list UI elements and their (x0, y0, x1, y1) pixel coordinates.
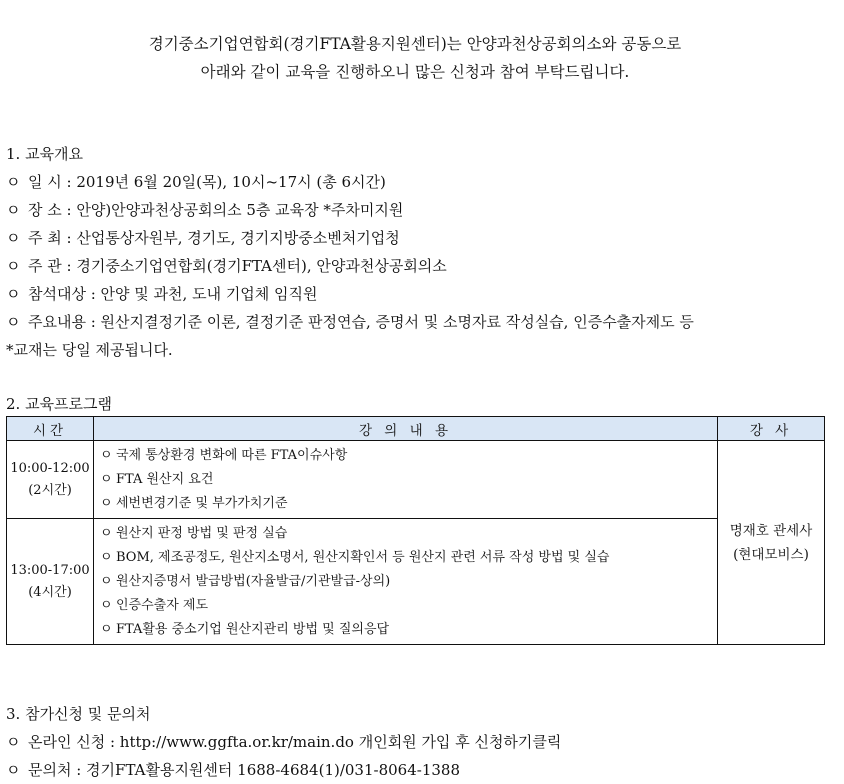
overview-heading: 1. 교육개요 (6, 145, 84, 163)
list-item: ㅇ FTA활용 중소기업 원산지관리 방법 및 질의응답 (100, 618, 717, 642)
header-instructor: 강 사 (718, 417, 825, 441)
overview-item-attendees (6, 280, 694, 308)
program-table (6, 416, 825, 645)
bullet-icon: ㅇ (6, 761, 21, 779)
instructor-org: (현대모비스) (733, 546, 809, 563)
session-time-cell (7, 519, 94, 645)
session-time-cell (7, 441, 94, 519)
list-item: ㅇ 원산지증명서 발급방법(자율발급/기관발급-상의) (100, 570, 717, 594)
bullet-icon: ㅇ (100, 471, 113, 487)
bullet-icon: ㅇ (100, 549, 113, 565)
list-item: ㅇ 국제 통상환경 변화에 따른 FTA이슈사항 (100, 444, 717, 468)
list-item: ㅇ FTA 원산지 요건 (100, 468, 717, 492)
overview-item-text: 일 시 : 2019년 6월 20일(목), 10시~17시 (총 6시간) (28, 173, 386, 191)
overview-note: *교재는 당일 제공됩니다. (6, 341, 173, 359)
overview-item-text: 주 최 : 산업통상자원부, 경기도, 경기지방중소벤처기업청 (28, 229, 400, 247)
contact-item-text: 문의처 : 경기FTA활용지원센터 1688-4684(1)/031-8064-1388 (28, 761, 461, 779)
overview-item-place (6, 196, 694, 224)
list-item: ㅇ 원산지 판정 방법 및 판정 실습 (100, 522, 717, 546)
section-overview (6, 140, 694, 364)
bullet-icon: ㅇ (6, 313, 21, 331)
overview-item-text: 주 관 : 경기중소기업연합회(경기FTA센터), 안양과천상공회의소 (28, 257, 447, 275)
contact-heading: 3. 참가신청 및 문의처 (6, 705, 151, 723)
section-contact (6, 700, 561, 784)
bullet-icon: ㅇ (6, 733, 21, 751)
contact-item-online (6, 728, 561, 756)
bullet-icon: ㅇ (6, 285, 21, 303)
table-row (7, 519, 825, 645)
list-item: ㅇ BOM, 제조공정도, 원산지소명서, 원산지확인서 등 원산지 관련 서류 작성 방법 및 실습 (100, 546, 717, 570)
intro-line-1: 경기중소기업연합회(경기FTA활용지원센터)는 안양과천상공회의소와 공동으로 (148, 35, 682, 53)
overview-item-organizer (6, 252, 694, 280)
bullet-icon: ㅇ (6, 229, 21, 247)
table-row (7, 441, 825, 519)
bullet-icon: ㅇ (100, 447, 113, 463)
overview-item-date (6, 168, 694, 196)
intro-text (0, 30, 830, 86)
instructor-name: 명재호 관세사 (729, 522, 813, 539)
contact-item-text: 온라인 신청 : http://www.ggfta.or.kr/main.do 개인회원 가입 후 신청하기클릭 (28, 733, 562, 751)
header-time: 시간 (7, 417, 94, 441)
session-content-cell (94, 519, 718, 645)
bullet-icon: ㅇ (100, 621, 113, 637)
session-duration: (2시간) (28, 482, 72, 498)
bullet-icon: ㅇ (6, 201, 21, 219)
bullet-icon: ㅇ (100, 573, 113, 589)
session-duration: (4시간) (28, 584, 72, 600)
session-time: 10:00-12:00 (10, 460, 90, 476)
list-item: ㅇ 인증수출자 제도 (100, 594, 717, 618)
overview-item-text: 참석대상 : 안양 및 과천, 도내 기업체 임직원 (28, 285, 318, 303)
instructor-cell (718, 441, 825, 645)
bullet-icon: ㅇ (100, 597, 113, 613)
section-program (6, 392, 112, 416)
overview-item-host (6, 224, 694, 252)
bullet-icon: ㅇ (6, 173, 21, 191)
overview-item-text: 장 소 : 안양)안양과천상공회의소 5층 교육장 *주차미지원 (28, 201, 404, 219)
list-item: ㅇ 세번변경기준 및 부가가치기준 (100, 492, 717, 516)
bullet-icon: ㅇ (100, 495, 113, 511)
intro-line-2: 아래와 같이 교육을 진행하오니 많은 신청과 참여 부탁드립니다. (200, 63, 630, 81)
bullet-icon: ㅇ (100, 525, 113, 541)
program-table-header (7, 417, 825, 441)
session-content-cell (94, 441, 718, 519)
program-heading: 2. 교육프로그램 (6, 395, 113, 413)
overview-item-text: 주요내용 : 원산지결정기준 이론, 결정기준 판정연습, 증명서 및 소명자료 작성실습, 인증수출자제도 등 (28, 313, 694, 331)
header-content: 강 의 내 용 (94, 417, 718, 441)
overview-item-content (6, 308, 694, 336)
session-time: 13:00-17:00 (10, 562, 90, 578)
bullet-icon: ㅇ (6, 257, 21, 275)
